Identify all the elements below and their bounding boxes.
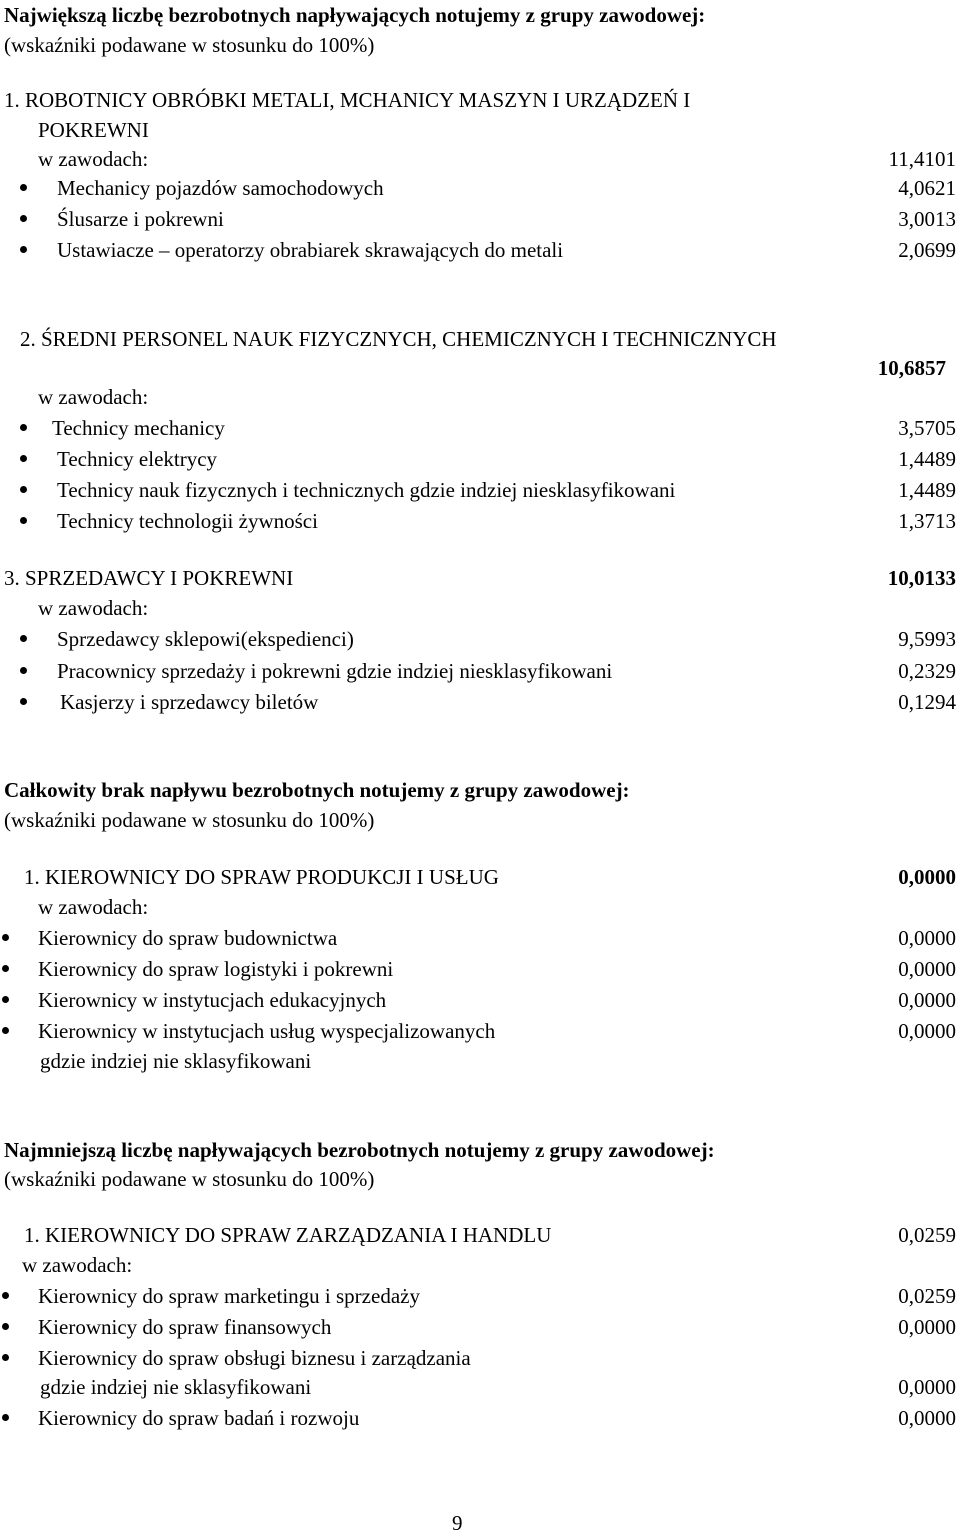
- occupation-label-continued: gdzie indziej nie sklasyfikowani: [40, 1049, 312, 1073]
- bullet-icon: [20, 184, 27, 191]
- in-occupations-label: w zawodach:: [22, 1253, 133, 1277]
- occupation-label: Sprzedawcy sklepowi(ekspedienci): [57, 627, 354, 651]
- bullet-icon: [2, 934, 9, 941]
- section-note-most: (wskaźniki podawane w stosunku do 100%): [4, 33, 375, 57]
- section-note-none: (wskaźniki podawane w stosunku do 100%): [4, 808, 375, 832]
- occupation-label: Kierownicy do spraw obsługi biznesu i zarządzania: [38, 1346, 471, 1370]
- in-occupations-label: w zawodach:: [38, 147, 149, 171]
- occupation-value: 0,0259: [898, 1284, 956, 1308]
- occupation-label: Kierownicy do spraw logistyki i pokrewni: [38, 957, 394, 981]
- group-total-value: 0,0259: [898, 1223, 956, 1247]
- bullet-icon: [2, 965, 9, 972]
- bullet-icon: [2, 1354, 9, 1361]
- occupation-label: Pracownicy sprzedaży i pokrewni gdzie indziej niesklasyfikowani: [57, 659, 613, 683]
- occupation-value: 0,0000: [898, 1019, 956, 1043]
- bullet-icon: [20, 635, 27, 642]
- occupation-label: Technicy technologii żywności: [57, 509, 318, 533]
- bullet-icon: [2, 1323, 9, 1330]
- occupation-label: Kasjerzy i sprzedawcy biletów: [60, 690, 319, 714]
- bullet-icon: [20, 455, 27, 462]
- bullet-icon: [2, 1414, 9, 1421]
- bullet-icon: [20, 667, 27, 674]
- occupation-value: 1,3713: [898, 509, 956, 533]
- occupation-label: Ślusarze i pokrewni: [57, 207, 224, 231]
- page-number: 9: [452, 1511, 463, 1535]
- bullet-icon: [2, 996, 9, 1003]
- group-title: 1. ROBOTNICY OBRÓBKI METALI, MCHANICY MASZYN I URZĄDZEŃ I: [4, 88, 691, 112]
- bullet-icon: [20, 215, 27, 222]
- bullet-icon: [20, 517, 27, 524]
- occupation-label-continued: gdzie indziej nie sklasyfikowani: [40, 1375, 312, 1399]
- occupation-value: 2,0699: [898, 238, 956, 262]
- section-heading-least: Najmniejszą liczbę napływających bezrobotnych notujemy z grupy zawodowej:: [4, 1138, 715, 1162]
- occupation-value: 0,1294: [898, 690, 956, 714]
- occupation-label: Technicy nauk fizycznych i technicznych gdzie indziej niesklasyfikowani: [57, 478, 676, 502]
- occupation-label: Kierownicy do spraw budownictwa: [38, 926, 338, 950]
- group-title-continued: POKREWNI: [38, 118, 149, 142]
- group-total-value: 10,0133: [887, 566, 956, 590]
- occupation-value: 0,0000: [898, 926, 956, 950]
- occupation-value: 3,0013: [898, 207, 956, 231]
- occupation-label: Kierownicy do spraw badań i rozwoju: [38, 1406, 360, 1430]
- bullet-icon: [20, 486, 27, 493]
- in-occupations-label: w zawodach:: [38, 385, 149, 409]
- in-occupations-label: w zawodach:: [38, 895, 149, 919]
- occupation-label: Kierownicy w instytucjach edukacyjnych: [38, 988, 387, 1012]
- bullet-icon: [20, 246, 27, 253]
- section-heading-none: Całkowity brak napływu bezrobotnych notujemy z grupy zawodowej:: [4, 778, 630, 802]
- occupation-label: Kierownicy do spraw finansowych: [38, 1315, 332, 1339]
- group-title: 1. KIEROWNICY DO SPRAW PRODUKCJI I USŁUG: [24, 865, 499, 889]
- occupation-label: Kierownicy do spraw marketingu i sprzedaży: [38, 1284, 420, 1308]
- occupation-value: 0,0000: [898, 957, 956, 981]
- group-title: 1. KIEROWNICY DO SPRAW ZARZĄDZANIA I HANDLU: [24, 1223, 552, 1247]
- section-note-least: (wskaźniki podawane w stosunku do 100%): [4, 1167, 375, 1191]
- bullet-icon: [20, 698, 27, 705]
- occupation-value: 3,5705: [898, 416, 956, 440]
- occupation-value: 0,0000: [898, 988, 956, 1012]
- group-total-value: 11,4101: [888, 147, 956, 171]
- occupation-label: Technicy mechanicy: [52, 416, 225, 440]
- occupation-label: Mechanicy pojazdów samochodowych: [57, 176, 384, 200]
- group-total-value: 10,6857: [877, 356, 946, 380]
- group-title: 2. ŚREDNI PERSONEL NAUK FIZYCZNYCH, CHEMICZNYCH I TECHNICZNYCH: [20, 327, 777, 351]
- occupation-label: Ustawiacze – operatorzy obrabiarek skrawających do metali: [57, 238, 564, 262]
- occupation-value: 1,4489: [898, 447, 956, 471]
- bullet-icon: [20, 424, 27, 431]
- occupation-value: 0,0000: [898, 1375, 956, 1399]
- section-heading-most: Największą liczbę bezrobotnych napływających notujemy z grupy zawodowej:: [4, 3, 706, 27]
- occupation-value: 0,0000: [898, 1315, 956, 1339]
- bullet-icon: [2, 1292, 9, 1299]
- occupation-value: 9,5993: [898, 627, 956, 651]
- bullet-icon: [2, 1027, 9, 1034]
- group-title: 3. SPRZEDAWCY I POKREWNI: [4, 566, 294, 590]
- in-occupations-label: w zawodach:: [38, 596, 149, 620]
- occupation-label: Kierownicy w instytucjach usług wyspecjalizowanych: [38, 1019, 496, 1043]
- occupation-value: 4,0621: [898, 176, 956, 200]
- group-total-value: 0,0000: [898, 865, 956, 889]
- occupation-value: 1,4489: [898, 478, 956, 502]
- occupation-label: Technicy elektrycy: [57, 447, 218, 471]
- occupation-value: 0,0000: [898, 1406, 956, 1430]
- occupation-value: 0,2329: [898, 659, 956, 683]
